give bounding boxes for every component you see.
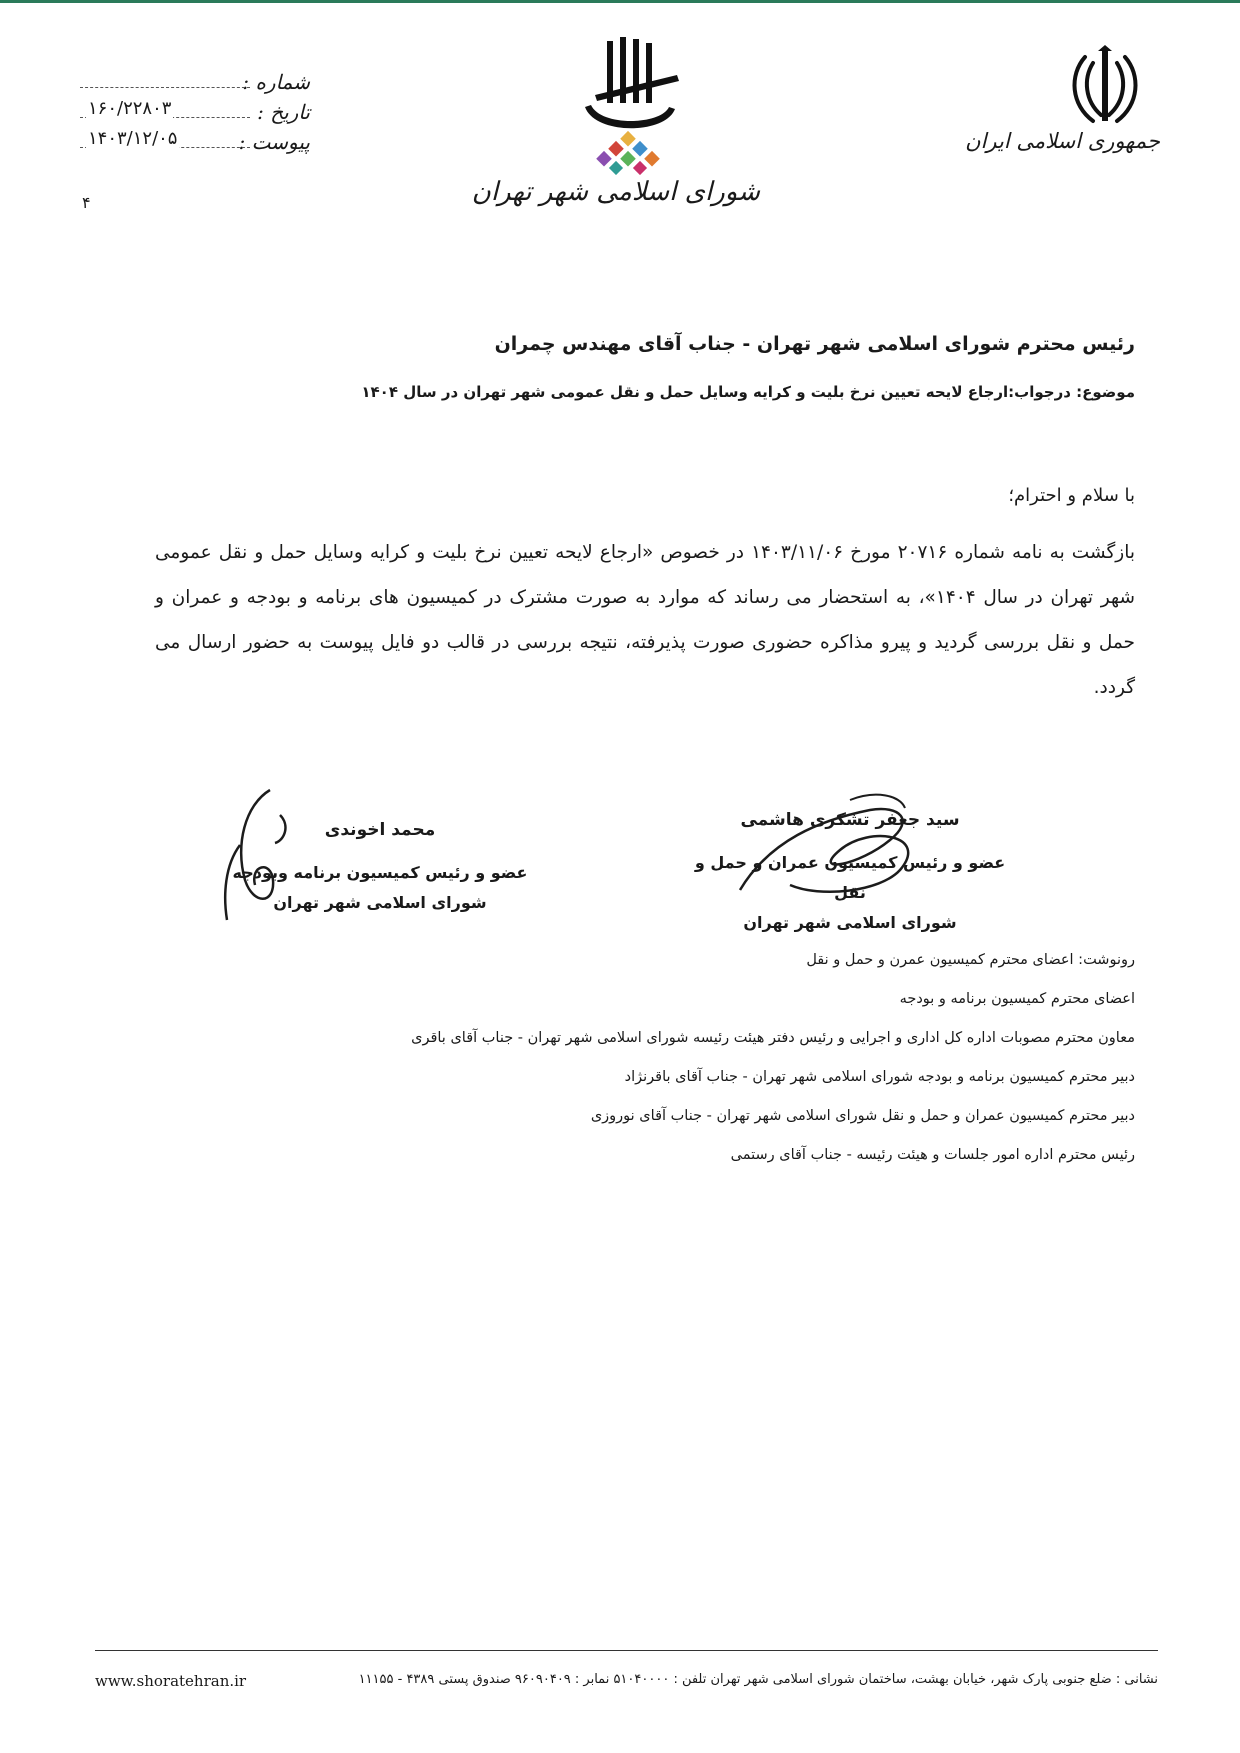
letter-body: بازگشت به نامه شماره ۲۰۷۱۶ مورخ ۱۴۰۳/۱۱/۰۶ در خصوص «ارجاع لایحه تعیین نرخ بلیت و کرایه وسایل حمل و نقل عمومی شهر تهران در سال ۱۴۰۴»، به استحضار می رساند که موارد به صورت مشترک در کمیسیون های برنامه و بودجه و عمران و حمل و نقل بررسی گردید و پیرو مذاکره حضوری صورت پذیرفته، نتیجه بررسی در قالب دو فایل پیوست به حضور ارسال می گردد. — [155, 542, 1136, 698]
signatory-org: شورای اسلامی شهر تهران — [743, 913, 957, 932]
council-logo-icon — [565, 35, 695, 175]
number-row — [80, 70, 310, 100]
emblem-icon — [1065, 45, 1145, 127]
date-label: تاریخ : — [257, 100, 310, 124]
number-label: شماره : — [242, 70, 310, 94]
greeting: با سلام و احترام؛ — [1008, 485, 1135, 506]
number-dash — [80, 87, 250, 88]
attachment-row — [80, 130, 310, 160]
date-value: ۱۶۰/۲۲۸۰۳ — [88, 98, 172, 119]
cc-item: اعضای محترم کمیسیون برنامه و بودجه — [899, 991, 1135, 1007]
subject-line: موضوع: درجواب:ارجاع لایحه تعیین نرخ بلیت و کرایه وسایل حمل و نقل عمومی شهر تهران در سال ۱۴۰۴ — [361, 383, 1135, 401]
date-row — [80, 100, 310, 130]
handwritten-signature-right — [700, 780, 960, 910]
cc-item: معاون محترم مصوبات اداره کل اداری و اجرایی و رئیس دفتر هیئت رئیسه شورای اسلامی شهر تهران - جناب آقای باقری — [411, 1030, 1135, 1046]
council-caption: شورای اسلامی شهر تهران — [471, 177, 760, 207]
signatory-name: محمد اخوندی — [324, 820, 436, 840]
meta-extra-value: ۴ — [82, 193, 91, 212]
emblem-caption: جمهوری اسلامی ایران — [965, 129, 1160, 153]
signatory-name: سید جعفر تشکری هاشمی — [740, 810, 960, 830]
footer-website-link[interactable]: www.shoratehran.ir — [95, 1672, 247, 1690]
signatory-org: شورای اسلامی شهر تهران — [273, 893, 487, 912]
attachment-label: پیوست : — [238, 130, 310, 154]
handwritten-signature-left — [215, 785, 305, 925]
attachment-value: ۱۴۰۳/۱۲/۰۵ — [88, 128, 178, 149]
footer-rule — [95, 1650, 1158, 1651]
cc-item: رئیس محترم اداره امور جلسات و هیئت رئیسه - جناب آقای رستمی — [730, 1147, 1135, 1163]
cc-item: دبیر محترم کمیسیون عمران و حمل و نقل شورای اسلامی شهر تهران - جناب آقای نوروزی — [590, 1108, 1135, 1124]
recipient-line: رئیس محترم شورای اسلامی شهر تهران - جناب آقای مهندس چمران — [494, 333, 1135, 355]
cc-item: دبیر محترم کمیسیون برنامه و بودجه شورای اسلامی شهر تهران - جناب آقای باقرنژاد — [624, 1069, 1135, 1085]
iran-emblem — [965, 45, 1160, 175]
cc-list — [235, 952, 1135, 1186]
signatory-title: عضو و رئیس کمیسیون عمران و حمل و نقل — [694, 853, 1006, 902]
cc-item: رونوشت: اعضای محترم کمیسیون عمرن و حمل و نقل — [806, 952, 1135, 968]
top-border — [0, 0, 1240, 3]
footer-address: نشانی : ضلع جنوبی پارک شهر، خیابان بهشت، ساختمان شورای اسلامی شهر تهران تلفن : ۵۱۰۴۰۰۰۰ نمابر : ۹۶۰۹۰۴۰۹ صندوق پستی ۴۳۸۹ - ۱۱۱۵۵ — [358, 1672, 1158, 1687]
council-logo — [471, 35, 760, 225]
letter-meta — [80, 70, 310, 160]
signatory-title: عضو و رئیس کمیسیون برنامه وبودجه — [232, 863, 528, 882]
